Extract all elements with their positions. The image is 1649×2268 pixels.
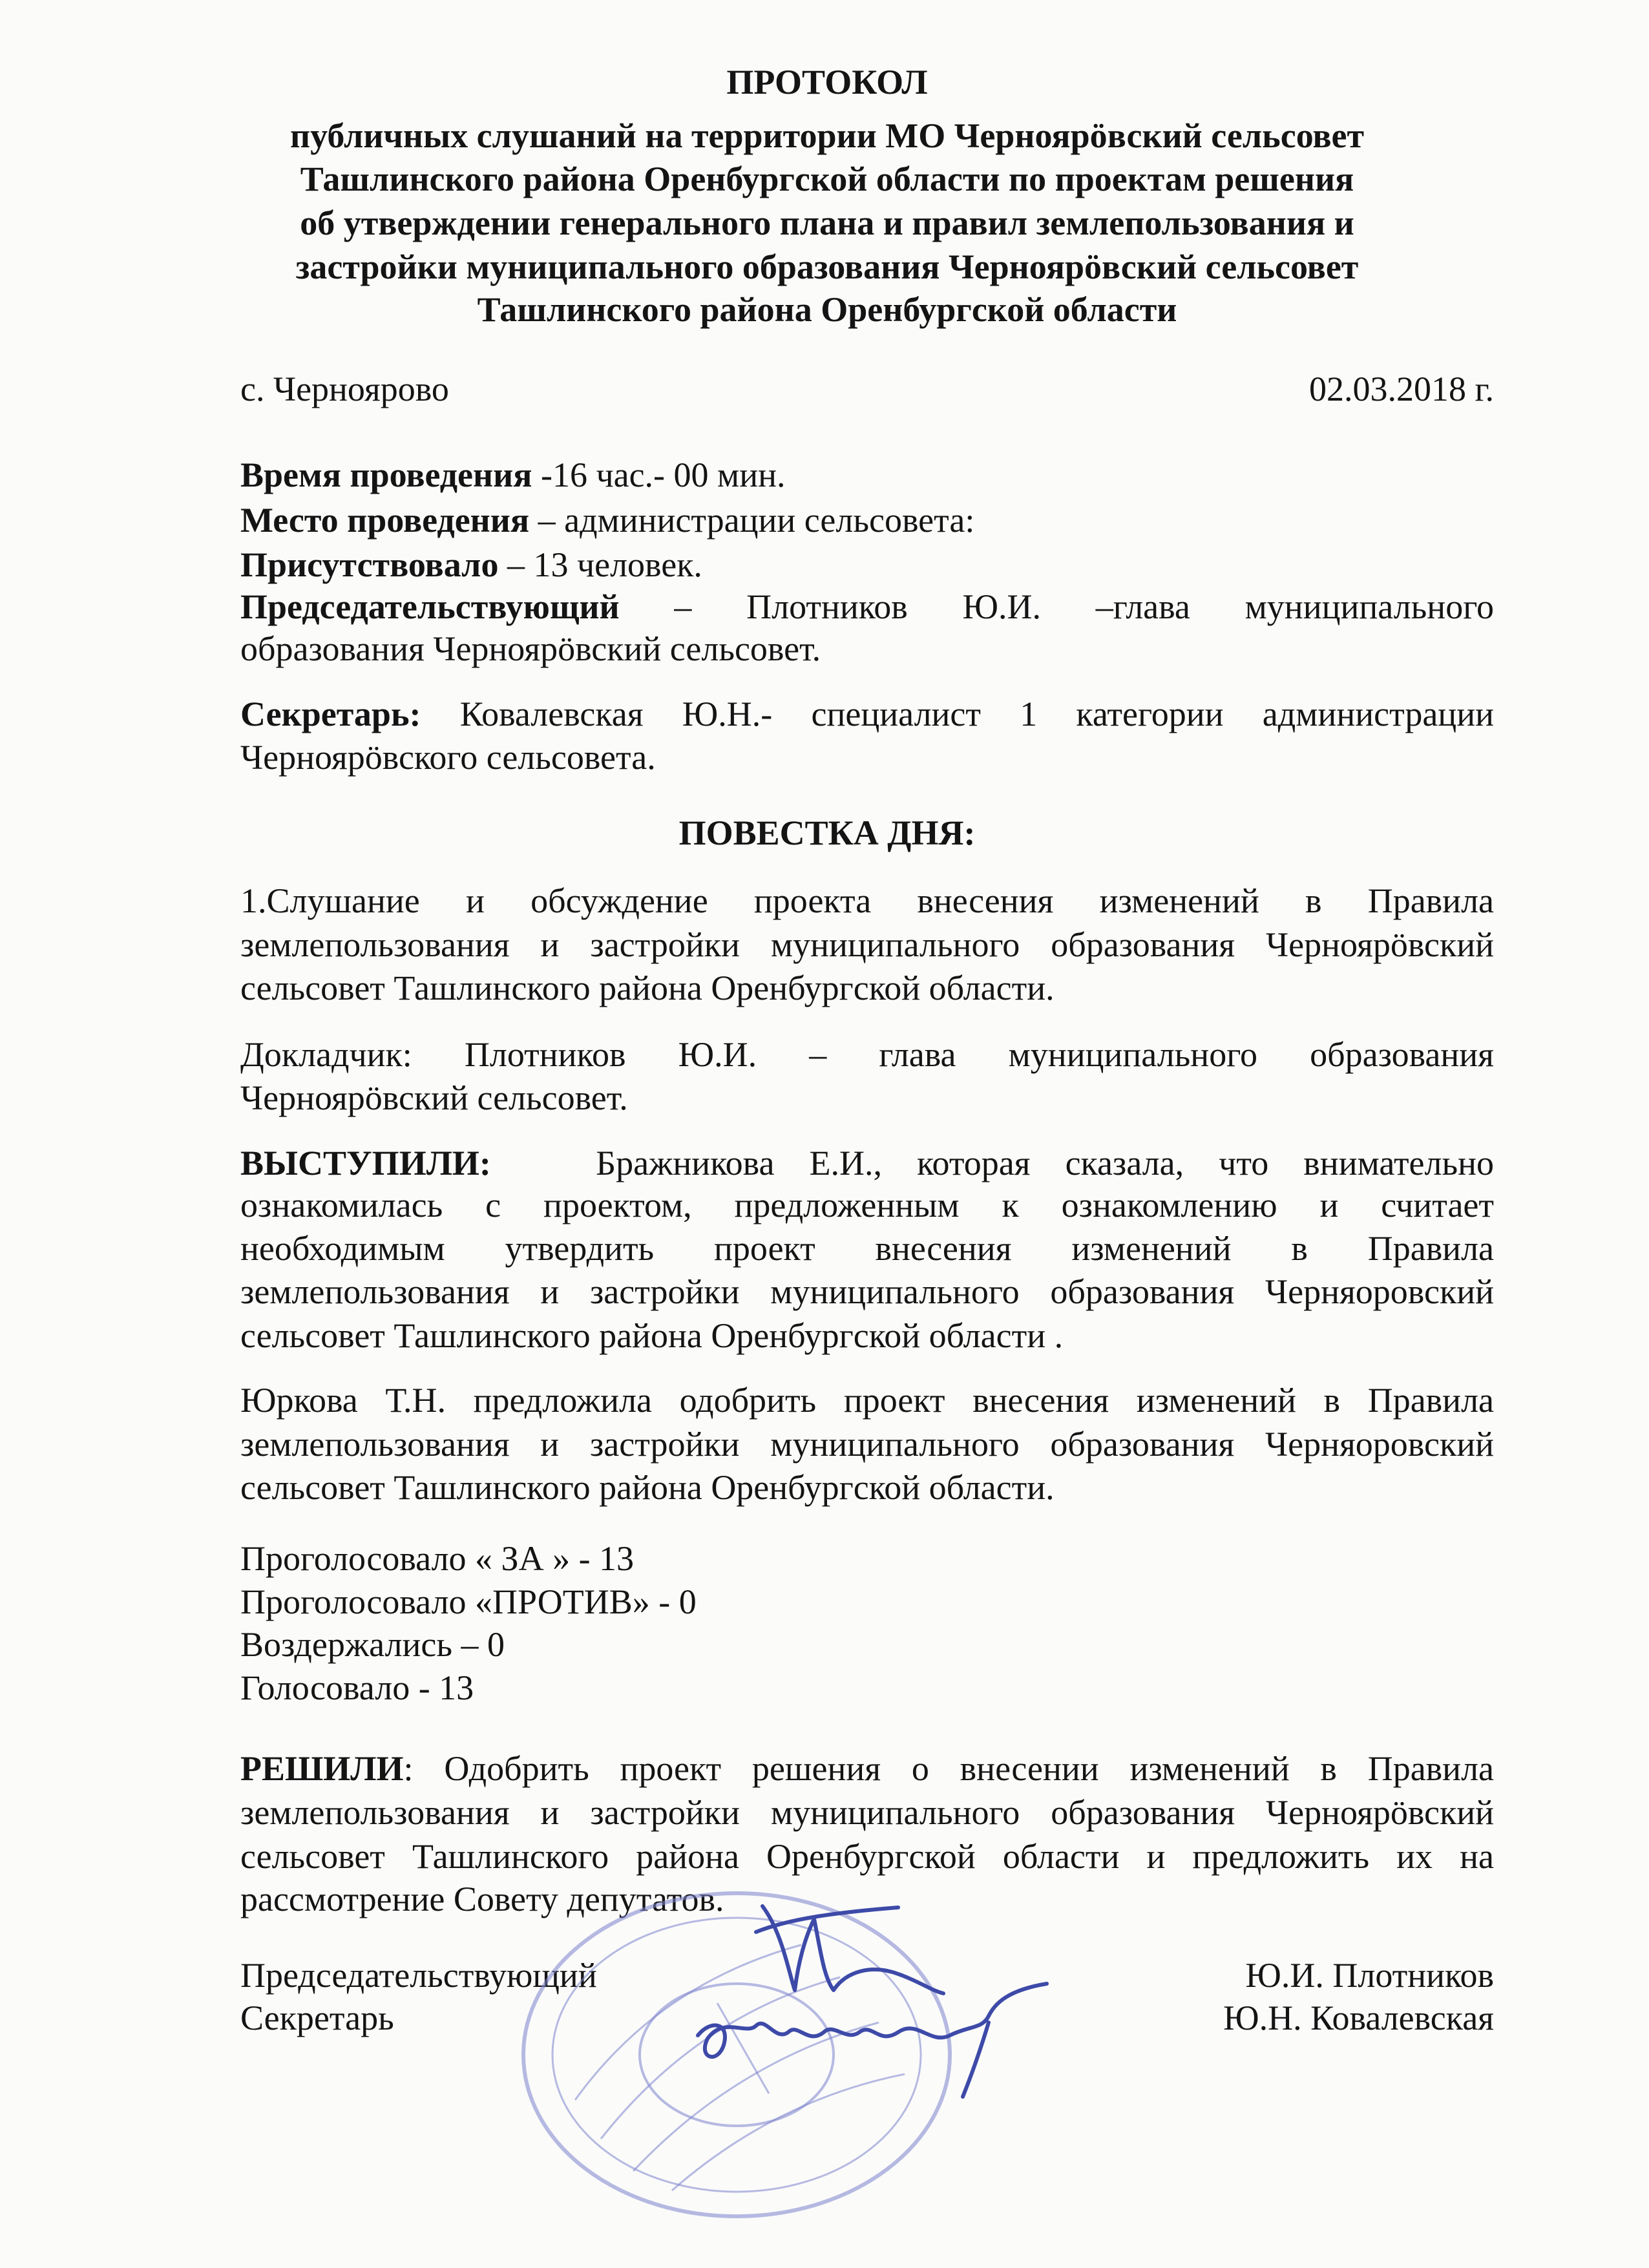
chair-label: Председательствующий xyxy=(240,587,620,626)
speeches-first-line xyxy=(240,1146,1494,1181)
secretary-row xyxy=(240,697,1494,731)
speeches-text: Бражникова Е.И., которая сказала, что внимательно xyxy=(596,1144,1494,1182)
subtitle-line: публичных слушаний на территории МО Черноярӧвский сельсовет xyxy=(289,116,1365,155)
speeches-line: сельсовет Ташлинского района Оренбургской области . xyxy=(240,1316,1064,1355)
agenda-line: 1.Слушание и обсуждение проекта внесения изменений в Правила xyxy=(240,881,1494,920)
agenda-line: землепользования и застройки муниципального образования Черноярӧвский xyxy=(240,925,1494,964)
time-row xyxy=(240,457,1494,492)
speeches-line: ознакомилась с проектом, предложенным к ознакомлению и считает xyxy=(240,1186,1494,1224)
secretary-value: Ковалевская Ю.Н.- специалист 1 категории администрации xyxy=(459,695,1495,733)
vote-total: Голосовало - 13 xyxy=(240,1668,474,1707)
speeches-line: землепользования и застройки муниципального образования Черняоровский xyxy=(240,1272,1494,1311)
speeches-line: Юркова Т.Н. предложила одобрить проект внесения изменений в Правила xyxy=(240,1381,1494,1420)
secretary-role: Секретарь xyxy=(240,1999,394,2037)
secretary-label: Секретарь: xyxy=(240,695,421,733)
chair-row-2: образования Черноярӧвский сельсовет. xyxy=(240,629,821,668)
decision-line: землепользования и застройки муниципального образования Черноярӧвский xyxy=(240,1793,1494,1832)
location-label: Место проведения xyxy=(240,501,530,540)
present-row xyxy=(240,547,1494,582)
subtitle-line: Ташлинского района Оренбургской области xyxy=(477,290,1177,329)
decision-line: сельсовет Ташлинского района Оренбургской области и предложить их на xyxy=(240,1837,1494,1876)
decision-label: РЕШИЛИ xyxy=(240,1749,404,1788)
decision-line: рассмотрение Совету депутатов. xyxy=(240,1880,724,1918)
vote-abstain: Воздержались – 0 xyxy=(240,1625,505,1664)
handwritten-signature-icon xyxy=(685,1893,1098,2100)
speeches-line: землепользования и застройки муниципального образования Черняоровский xyxy=(240,1425,1494,1464)
chair-value: – Плотников Ю.И. –глава муниципального xyxy=(674,587,1495,626)
document-title: ПРОТОКОЛ xyxy=(726,63,928,101)
location-value: – администрации сельсовета: xyxy=(529,501,975,540)
place: с. Черноярово xyxy=(240,370,449,408)
subtitle-line: об утверждении генерального плана и правил землепользования и xyxy=(300,204,1354,242)
date: 02.03.2018 г. xyxy=(1308,370,1494,408)
vote-for: Проголосовало « ЗА » - 13 xyxy=(240,1539,635,1578)
decision-text: : Одобрить проект решения о внесении изменений в Правила xyxy=(403,1749,1494,1788)
speeches-label: ВЫСТУПИЛИ: xyxy=(240,1144,491,1182)
time-label: Время проведения xyxy=(240,456,532,494)
speaker-line: Докладчик: Плотников Ю.И. – глава муниципального образования xyxy=(240,1035,1494,1074)
chair-name: Ю.И. Плотников xyxy=(1245,1956,1494,1995)
location-row xyxy=(240,503,1494,538)
vote-against: Проголосовало «ПРОТИВ» - 0 xyxy=(240,1582,697,1621)
chair-role: Председательствующий xyxy=(240,1956,597,1995)
subtitle-line: застройки муниципального образования Черноярӧвский сельсовет xyxy=(295,247,1359,286)
secretary-name: Ю.Н. Ковалевская xyxy=(1223,1999,1494,2037)
secretary-row-2: Черноярӧвского сельсовета. xyxy=(240,738,656,777)
decision-first-line xyxy=(240,1751,1494,1786)
chair-row xyxy=(240,589,1494,624)
speaker-line: Черноярӧвский сельсовет. xyxy=(240,1078,628,1117)
agenda-line: сельсовет Ташлинского района Оренбургской области. xyxy=(240,969,1055,1007)
official-stamp-icon xyxy=(504,1867,969,2229)
present-value: – 13 человек. xyxy=(498,545,702,584)
present-label: Присутствовало xyxy=(240,545,499,584)
speeches-line: необходимым утвердить проект внесения изменений в Правила xyxy=(240,1229,1494,1268)
agenda-heading: ПОВЕСТКА ДНЯ: xyxy=(678,814,976,852)
speeches-line: сельсовет Ташлинского района Оренбургской области. xyxy=(240,1468,1055,1507)
time-value: -16 час.- 00 мин. xyxy=(532,456,786,494)
subtitle-line: Ташлинского района Оренбургской области по проектам решения xyxy=(300,160,1354,198)
